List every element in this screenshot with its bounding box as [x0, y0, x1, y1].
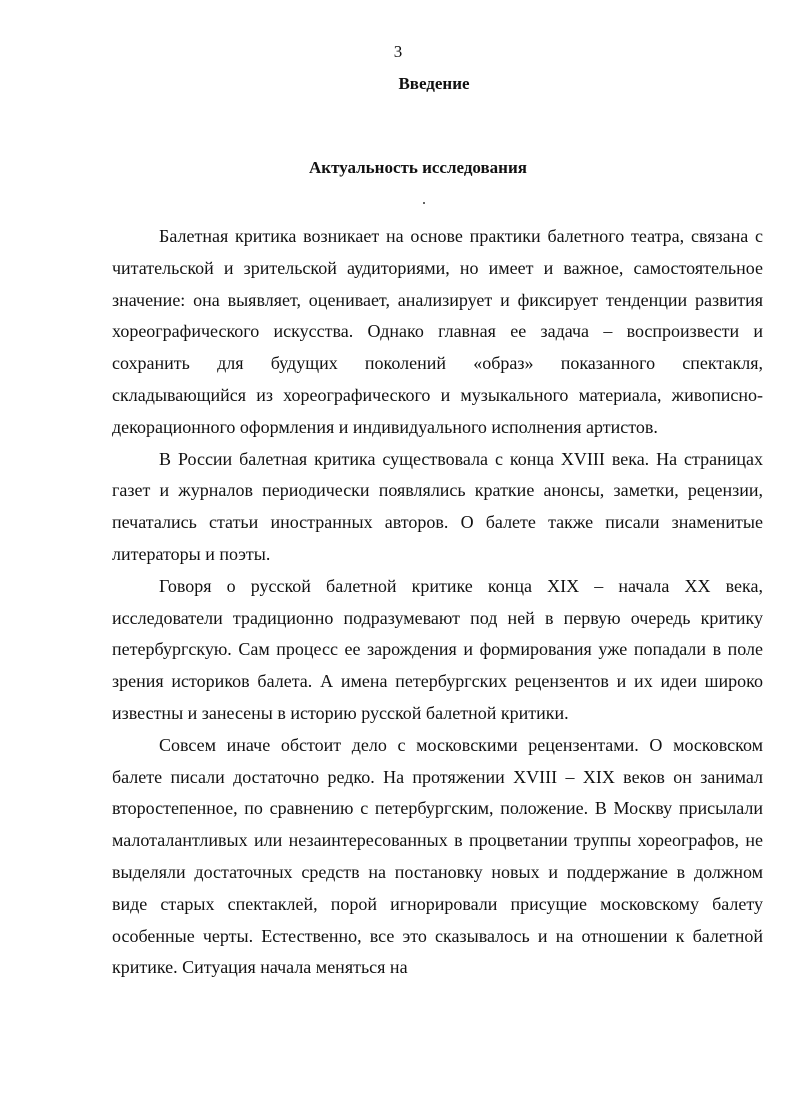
paragraph-1: Балетная критика возникает на основе практики балетного театра, связана с читательской и зрительской аудиториями, но имеет и важное, самостоятельное значение: она выявляет, оценивает, анализирует и фиксирует тенденции развития хореографического искусства. Однако главная ее задача – воспроизвести и сохранить для будущих поколений «образ» показанного спектакля, складывающийся из хореографического и музыкального материала, живописно-декорационного оформления и индивидуального исполнения артистов. — [112, 226, 763, 437]
chapter-heading: Введение — [398, 74, 470, 93]
body-text — [112, 221, 763, 984]
stray-dot-mark — [423, 202, 425, 204]
paragraph-3: Говоря о русской балетной критике конца XIX – начала XX века, исследователи традиционно подразумевают под ней в первую очередь критику петербургскую. Сам процесс ее зарождения и формирования уже попадали в поле зрения историков балета. А имена петербургских рецензентов и их идеи широко известны и занесены в историю русской балетной критики. — [112, 575, 763, 723]
paragraph-2: В России балетная критика существовала с конца XVIII века. На страницах газет и журналов периодически появлялись краткие анонсы, заметки, рецензии, печатались статьи иностранных авторов. О балете также писали знаменитые литераторы и поэты. — [112, 448, 763, 564]
page-number: 3 — [393, 42, 403, 61]
paragraph-4: Совсем иначе обстоит дело с московскими рецензентами. О московском балете писали достаточно редко. На протяжении XVIII – XIX веков он занимал второстепенное, по сравнению с петербургским, положение. В Москву присылали малоталантливых или незаинтересованных в процветании труппы хореографов, не выделяли достаточных средств на постановку новых и поддержание в должном виде старых спектаклей, порой игнорировали присущие московскому балету особенные черты. Естественно, все это сказывалось и на отношении к балетной критике. Ситуация начала меняться на — [112, 734, 763, 978]
section-heading: Актуальность исследования — [309, 158, 527, 177]
